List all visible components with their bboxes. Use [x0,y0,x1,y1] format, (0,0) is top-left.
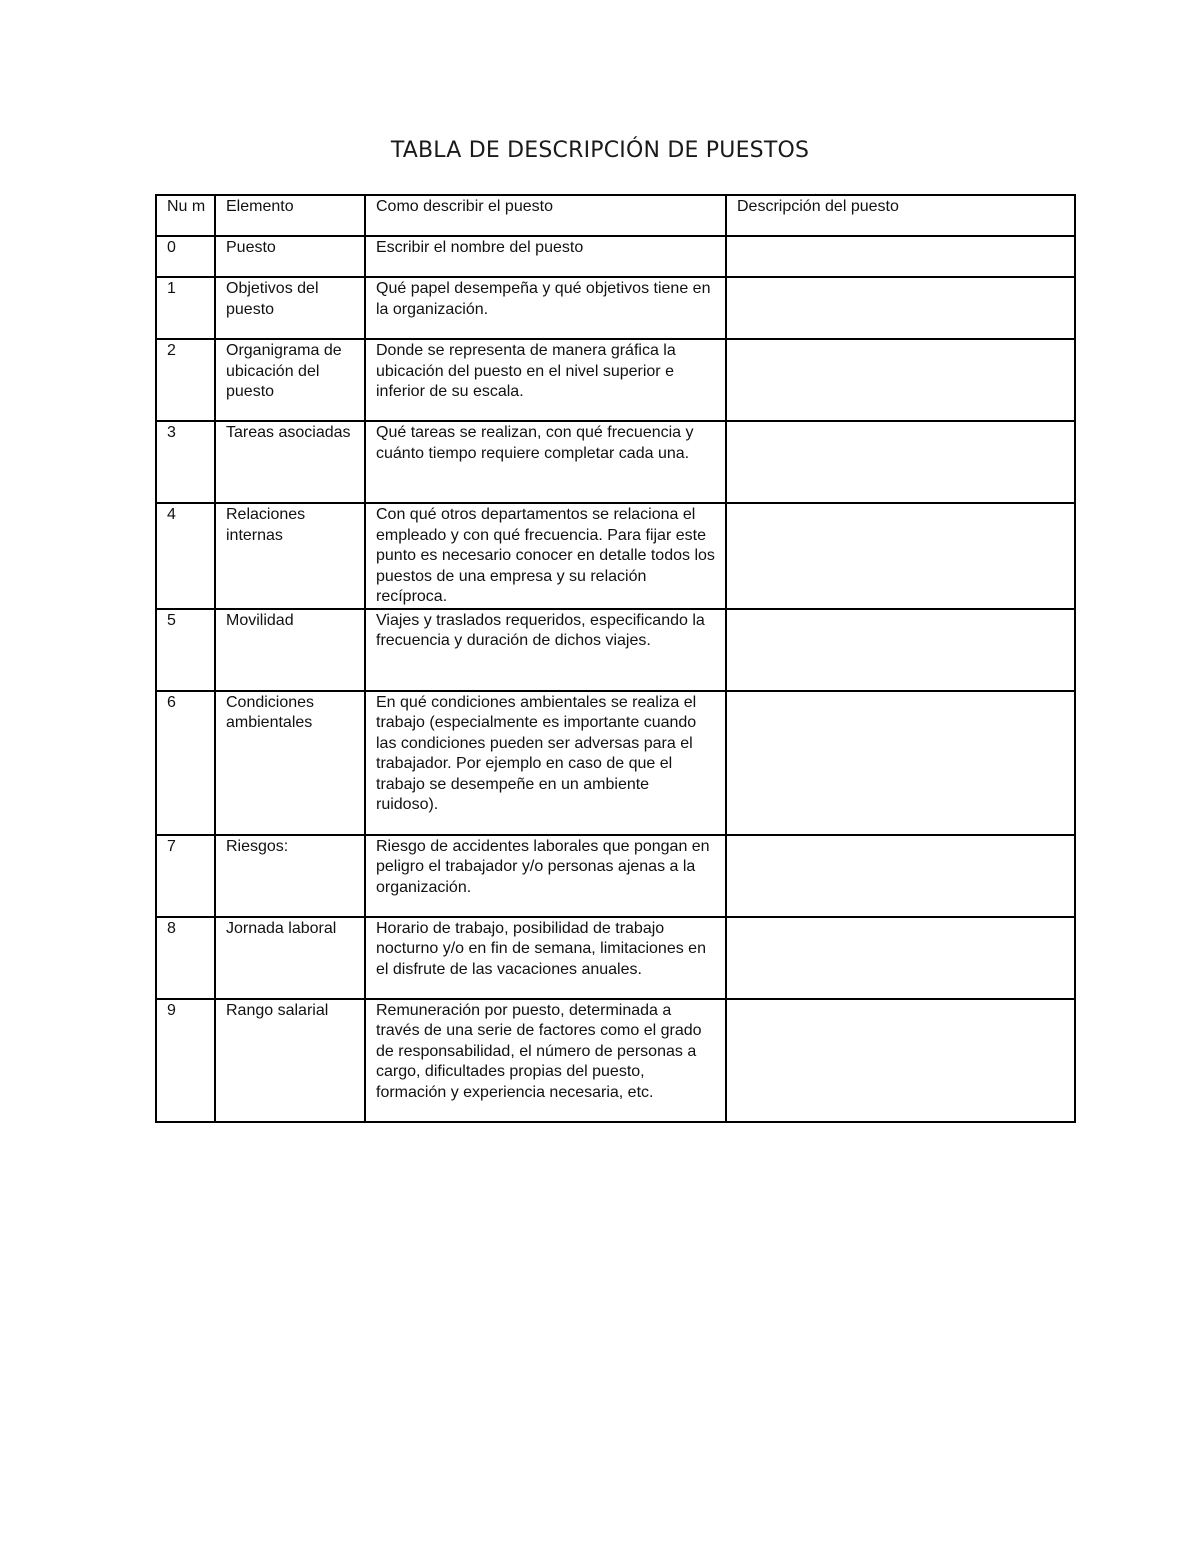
row-num: 6 [156,691,215,835]
row-description[interactable] [726,835,1075,917]
header-how: Como describir el puesto [365,195,726,236]
table-row [156,835,1075,917]
row-how: Viajes y traslados requeridos, especificando la frecuencia y duración de dichos viajes. [365,609,726,691]
header-description: Descripción del puesto [726,195,1075,236]
row-element: Condiciones ambientales [215,691,365,835]
row-how: Qué tareas se realizan, con qué frecuencia y cuánto tiempo requiere completar cada una. [365,421,726,503]
row-num: 2 [156,339,215,421]
row-description[interactable] [726,917,1075,999]
row-element: Puesto [215,236,365,277]
table-row [156,236,1075,277]
row-description[interactable] [726,236,1075,277]
row-num: 9 [156,999,215,1122]
row-how: Remuneración por puesto, determinada a través de una serie de factores como el grado de responsabilidad, el número de personas a cargo, dificultades propias del puesto, formación y experiencia necesaria, etc. [365,999,726,1122]
row-element: Jornada laboral [215,917,365,999]
row-element: Movilidad [215,609,365,691]
table-row [156,917,1075,999]
row-num: 1 [156,277,215,339]
row-num: 7 [156,835,215,917]
row-how: Donde se representa de manera gráfica la ubicación del puesto en el nivel superior e inferior de su escala. [365,339,726,421]
row-how: Riesgo de accidentes laborales que pongan en peligro el trabajador y/o personas ajenas a la organización. [365,835,726,917]
row-how: Qué papel desempeña y qué objetivos tiene en la organización. [365,277,726,339]
row-num: 3 [156,421,215,503]
row-element: Rango salarial [215,999,365,1122]
page-title: TABLA DE DESCRIPCIÓN DE PUESTOS [390,138,810,163]
table-row [156,691,1075,835]
row-description[interactable] [726,339,1075,421]
row-description[interactable] [726,609,1075,691]
row-element: Riesgos: [215,835,365,917]
header-num: Nu m [156,195,215,236]
row-description[interactable] [726,277,1075,339]
row-description[interactable] [726,999,1075,1122]
row-how: Horario de trabajo, posibilidad de trabajo nocturno y/o en fin de semana, limitaciones en el disfrute de las vacaciones anuales. [365,917,726,999]
row-num: 0 [156,236,215,277]
row-num: 8 [156,917,215,999]
row-description[interactable] [726,503,1075,609]
job-description-table [155,194,1076,1123]
row-description[interactable] [726,691,1075,835]
table-header-row [156,195,1075,236]
row-description[interactable] [726,421,1075,503]
table-row [156,999,1075,1122]
header-element: Elemento [215,195,365,236]
row-element: Organigrama de ubicación del puesto [215,339,365,421]
table-row [156,609,1075,691]
row-element: Objetivos del puesto [215,277,365,339]
row-num: 5 [156,609,215,691]
row-num: 4 [156,503,215,609]
row-how: Con qué otros departamentos se relaciona el empleado y con qué frecuencia. Para fijar este punto es necesario conocer en detalle todos los puestos de una empresa y su relación recíproca. [365,503,726,609]
row-how: En qué condiciones ambientales se realiza el trabajo (especialmente es importante cuando las condiciones pueden ser adversas para el trabajador. Por ejemplo en caso de que el trabajo se desempeñe en un ambiente ruidoso). [365,691,726,835]
table-row [156,503,1075,609]
table-row [156,277,1075,339]
row-element: Relaciones internas [215,503,365,609]
table-row [156,339,1075,421]
table-row [156,421,1075,503]
row-how: Escribir el nombre del puesto [365,236,726,277]
row-element: Tareas asociadas [215,421,365,503]
